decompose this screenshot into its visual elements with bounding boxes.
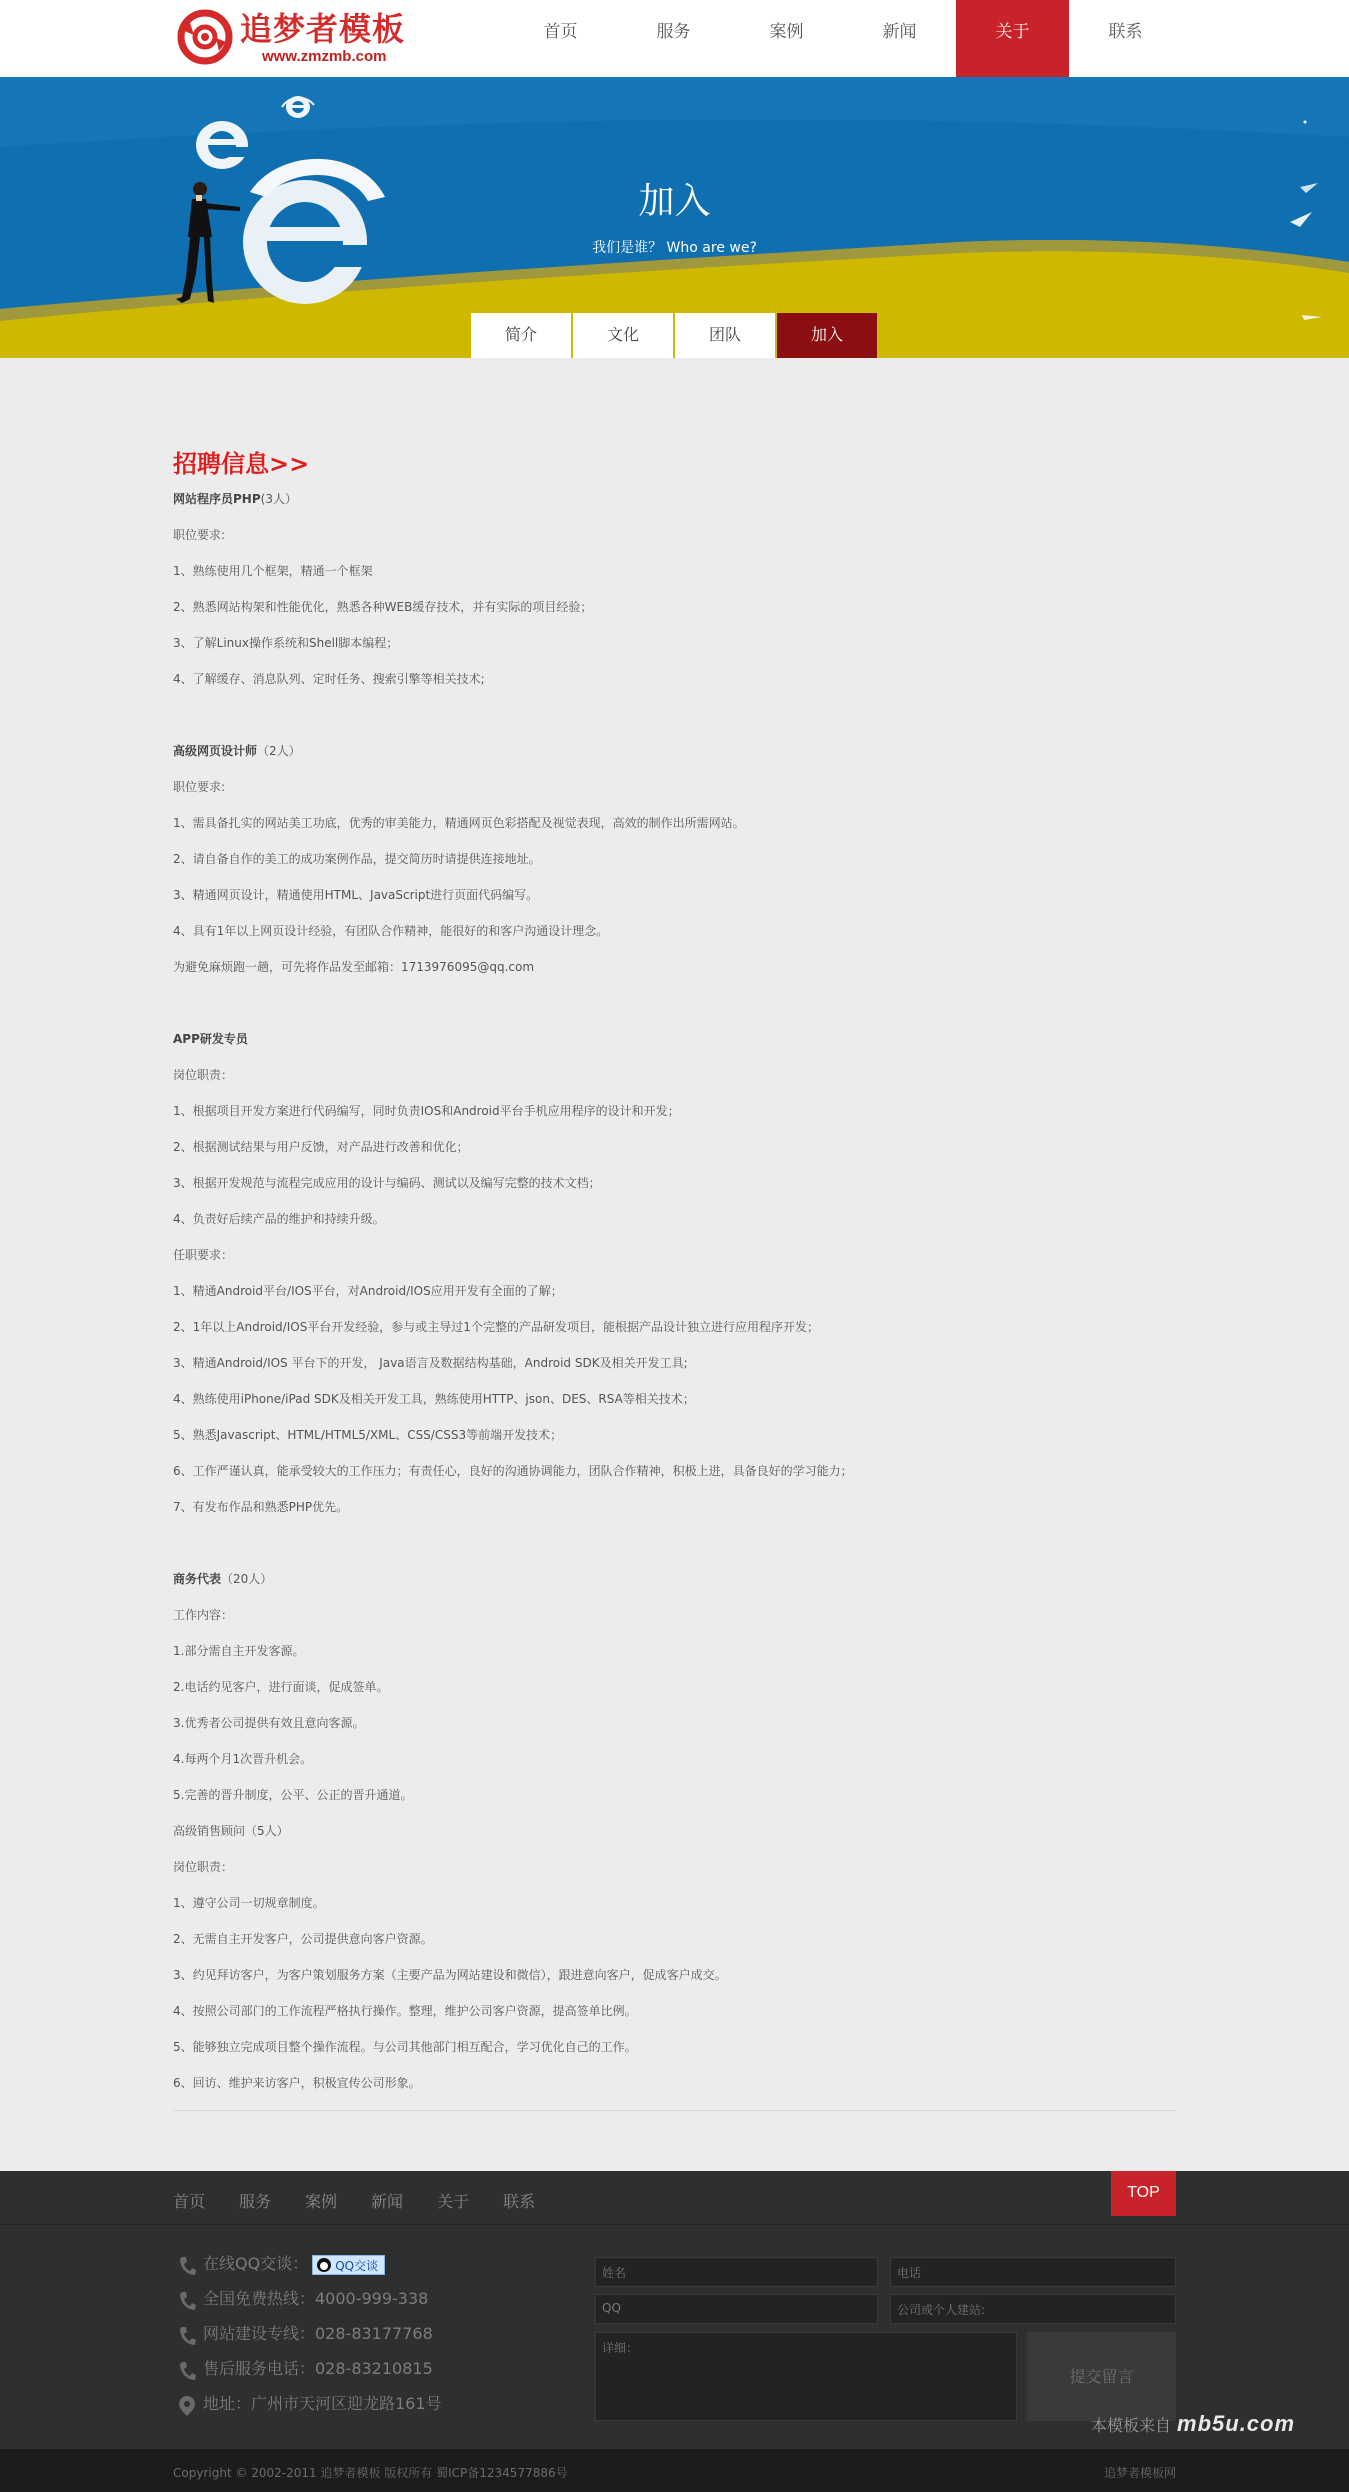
job-detail-line: 工作内容： xyxy=(173,1608,234,1622)
contact-row xyxy=(178,2392,442,2427)
page-subtitle: 我们是谁？ Who are we? xyxy=(592,240,757,256)
job-title-text: 网站程序员PHP xyxy=(173,492,261,506)
job-detail-line: 5、熟悉Javascript、HTML/HTML5/XML、CSS/CSS3等前端开发技术； xyxy=(173,1428,563,1442)
phone-field[interactable]: 电话 xyxy=(890,2257,1176,2287)
job-title xyxy=(173,1030,1176,1066)
qq-chat-button[interactable] xyxy=(312,2255,385,2275)
job-detail-line: 1、精通Android平台/IOS平台，对Android/IOS应用开发有全面的了解； xyxy=(173,1284,563,1298)
job-posting xyxy=(173,1030,1176,1570)
qq-chat-label: QQ交谈 xyxy=(335,2258,379,2273)
footer-divider xyxy=(0,2224,1349,2225)
content-divider xyxy=(173,2110,1176,2111)
site-header xyxy=(0,0,1349,77)
job-detail-line: 5、能够独立完成项目整个操作流程。与公司其他部门相互配合，学习优化自己的工作。 xyxy=(173,2040,637,2054)
job-spacer xyxy=(173,1534,1176,1570)
job-detail-line: 2、请自备自作的美工的成功案例作品，提交简历时请提供连接地址。 xyxy=(173,852,541,866)
contact-text: 全国免费热线：4000-999-338 xyxy=(203,2289,429,2308)
contact-row xyxy=(178,2322,442,2357)
job-title xyxy=(173,490,1176,526)
job-detail-line: 4、了解缓存、消息队列、定时任务、搜索引擎等相关技术; xyxy=(173,672,485,686)
job-detail-line: 职位要求: xyxy=(173,780,226,794)
job-detail-line: 1.部分需自主开发客源。 xyxy=(173,1644,305,1658)
footer-nav-item-0[interactable]: 首页 xyxy=(173,2192,206,2211)
job-detail-line: 2、根据测试结果与用户反馈，对产品进行改善和优化； xyxy=(173,1140,469,1154)
credit-text: 本模板来自 xyxy=(1091,2416,1172,2435)
contact-text: 售后服务电话：028-83210815 xyxy=(203,2359,433,2378)
job-posting xyxy=(173,742,1176,1030)
job-headcount: （2人） xyxy=(257,744,301,758)
contact-text: 网站建设专线：028-83177768 xyxy=(203,2324,433,2343)
copyright-text: Copyright © 2002-2011 追梦者模板 版权所有 蜀ICP备1234577886号 xyxy=(173,2466,568,2480)
job-title-text: APP研发专员 xyxy=(173,1032,248,1046)
nav-item-0[interactable]: 首页 xyxy=(543,22,578,41)
site-logo[interactable] xyxy=(174,6,424,68)
job-detail-line: 岗位职责： xyxy=(173,1860,234,1874)
contact-row xyxy=(178,2357,442,2392)
footer-brand-link[interactable]: 追梦者模板网 xyxy=(1103,2466,1176,2480)
job-detail-line: 4、负责好后续产品的维护和持续升级。 xyxy=(173,1212,385,1226)
job-detail-line: 3.优秀者公司提供有效且意向客源。 xyxy=(173,1716,365,1730)
job-detail-line: 3、精通网页设计，精通使用HTML、JavaScript进行页面代码编写。 xyxy=(173,888,539,902)
job-detail-line: 2.电话约见客户，进行面谈，促成签单。 xyxy=(173,1680,389,1694)
contact-row xyxy=(178,2287,442,2322)
contact-row xyxy=(178,2252,442,2287)
job-detail-line: 岗位职责： xyxy=(173,1068,234,1082)
phone-icon xyxy=(178,2360,196,2382)
footer-nav-item-3[interactable]: 新闻 xyxy=(371,2192,404,2211)
phone-icon xyxy=(178,2255,196,2277)
job-detail-line: 高级销售顾问（5人） xyxy=(173,1824,289,1838)
about-subnav xyxy=(471,313,879,358)
subnav-tab-0[interactable]: 简介 xyxy=(471,313,571,358)
contact-text: 地址：广州市天河区迎龙路161号 xyxy=(203,2394,442,2413)
detail-textarea[interactable]: 详细： xyxy=(595,2332,1017,2421)
job-detail-line: 4.每两个月1次晋升机会。 xyxy=(173,1752,313,1766)
back-to-top-button[interactable]: TOP xyxy=(1111,2171,1176,2216)
section-title: 招聘信息>> xyxy=(173,450,310,478)
website-field[interactable]: 公司或个人建站: xyxy=(890,2294,1176,2324)
copyright-bar xyxy=(0,2449,1349,2492)
job-title xyxy=(173,742,1176,778)
job-posting xyxy=(173,490,1176,742)
submit-message-button[interactable]: 提交留言 xyxy=(1027,2332,1176,2421)
site-footer xyxy=(0,2171,1349,2492)
job-detail-line: 5.完善的晋升制度，公平、公正的晋升通道。 xyxy=(173,1788,413,1802)
logo-mark-icon xyxy=(176,8,234,66)
credit-brand: mb5u.com xyxy=(1177,2411,1296,2436)
job-detail-line: 4、具有1年以上网页设计经验，有团队合作精神，能很好的和客户沟通设计理念。 xyxy=(173,924,609,938)
job-detail-line: 3、了解Linux操作系统和Shell脚本编程； xyxy=(173,636,399,650)
phone-icon xyxy=(178,2290,196,2312)
job-spacer xyxy=(173,706,1176,742)
job-detail-line: 2、1年以上Android/IOS平台开发经验，参与或主导过1个完整的产品研发项目，能根据产品设计独立进行应用程序开发； xyxy=(173,1320,819,1334)
recruitment-content xyxy=(173,446,1176,2110)
job-list xyxy=(173,490,1176,2110)
page-title: 加入 xyxy=(638,181,711,222)
nav-item-5[interactable]: 联系 xyxy=(1108,22,1143,41)
footer-nav xyxy=(173,2189,569,2212)
qq-penguin-icon xyxy=(317,2258,331,2272)
logo-title: 追梦者模板 xyxy=(240,10,406,48)
footer-nav-item-2[interactable]: 案例 xyxy=(305,2192,338,2211)
nav-item-2[interactable]: 案例 xyxy=(769,22,804,41)
subnav-tab-1[interactable]: 文化 xyxy=(573,313,673,358)
job-detail-line: 6、工作严谨认真，能承受较大的工作压力；有责任心，良好的沟通协调能力，团队合作精神，积极上进，具备良好的学习能力； xyxy=(173,1464,853,1478)
subnav-tab-2[interactable]: 团队 xyxy=(675,313,775,358)
job-detail-line: 3、精通Android/IOS 平台下的开发， Java语言及数据结构基础，Android SDK及相关开发工具; xyxy=(173,1356,688,1370)
job-detail-line: 职位要求: xyxy=(173,528,226,542)
job-headcount: (3人） xyxy=(260,492,297,506)
footer-nav-item-1[interactable]: 服务 xyxy=(239,2192,272,2211)
job-detail-line: 6、回访、维护来访客户，积极宣传公司形象。 xyxy=(173,2076,421,2090)
location-pin-icon xyxy=(178,2395,196,2417)
job-detail-line: 7、有发布作品和熟悉PHP优先。 xyxy=(173,1500,349,1514)
job-title-text: 商务代表 xyxy=(173,1572,222,1586)
job-detail-line: 3、约见拜访客户，为客户策划服务方案（主要产品为网站建设和微信），跟进意向客户，促成客户成交。 xyxy=(173,1968,727,1982)
footer-nav-item-5[interactable]: 联系 xyxy=(503,2192,536,2211)
qq-field[interactable]: QQ xyxy=(595,2294,878,2324)
job-detail-line: 1、遵守公司一切规章制度。 xyxy=(173,1896,325,1910)
contact-list xyxy=(178,2252,442,2427)
job-detail-line: 为避免麻烦跑一趟，可先将作品发至邮箱：1713976095@qq.com xyxy=(173,960,535,974)
job-detail-line: 4、按照公司部门的工作流程严格执行操作。整理，维护公司客户资源，提高签单比例。 xyxy=(173,2004,637,2018)
job-detail-line: 2、熟悉网站构架和性能优化，熟悉各种WEB缓存技术，并有实际的项目经验； xyxy=(173,600,593,614)
name-field[interactable]: 姓名 xyxy=(595,2257,878,2287)
main-nav xyxy=(504,0,1182,77)
job-spacer xyxy=(173,994,1176,1030)
job-headcount: （20人） xyxy=(221,1572,273,1586)
subnav-tab-3[interactable]: 加入 xyxy=(777,313,877,358)
job-title-text: 高级网页设计师 xyxy=(173,744,258,758)
job-detail-line: 4、熟练使用iPhone/iPad SDK及相关开发工具，熟练使用HTTP、json、DES、RSA等相关技术； xyxy=(173,1392,695,1406)
nav-item-3[interactable]: 新闻 xyxy=(882,22,917,41)
job-title xyxy=(173,1570,1176,1606)
job-detail-line: 1、需具备扎实的网站美工功底，优秀的审美能力，精通网页色彩搭配及视觉表现，高效的制作出所需网站。 xyxy=(173,816,745,830)
job-detail-line: 2、无需自主开发客户，公司提供意向客户资源。 xyxy=(173,1932,433,1946)
job-detail-line: 1、熟练使用几个框架，精通一个框架 xyxy=(173,564,373,578)
logo-url: www.zmzmb.com xyxy=(262,48,387,65)
job-detail-line: 任职要求： xyxy=(173,1248,234,1262)
footer-nav-item-4[interactable]: 关于 xyxy=(437,2192,470,2211)
job-posting xyxy=(173,1570,1176,2110)
job-detail-line: 1、根据项目开发方案进行代码编写，同时负责IOS和Android平台手机应用程序的设计和开发； xyxy=(173,1104,680,1118)
nav-item-1[interactable]: 服务 xyxy=(656,22,691,41)
job-detail-line: 3、根据开发规范与流程完成应用的设计与编码、测试以及编写完整的技术文档； xyxy=(173,1176,601,1190)
template-credit[interactable] xyxy=(1091,2411,1295,2437)
phone-icon xyxy=(178,2325,196,2347)
contact-text: 在线QQ交谈： xyxy=(203,2254,309,2273)
nav-item-4[interactable]: 关于 xyxy=(956,0,1069,77)
